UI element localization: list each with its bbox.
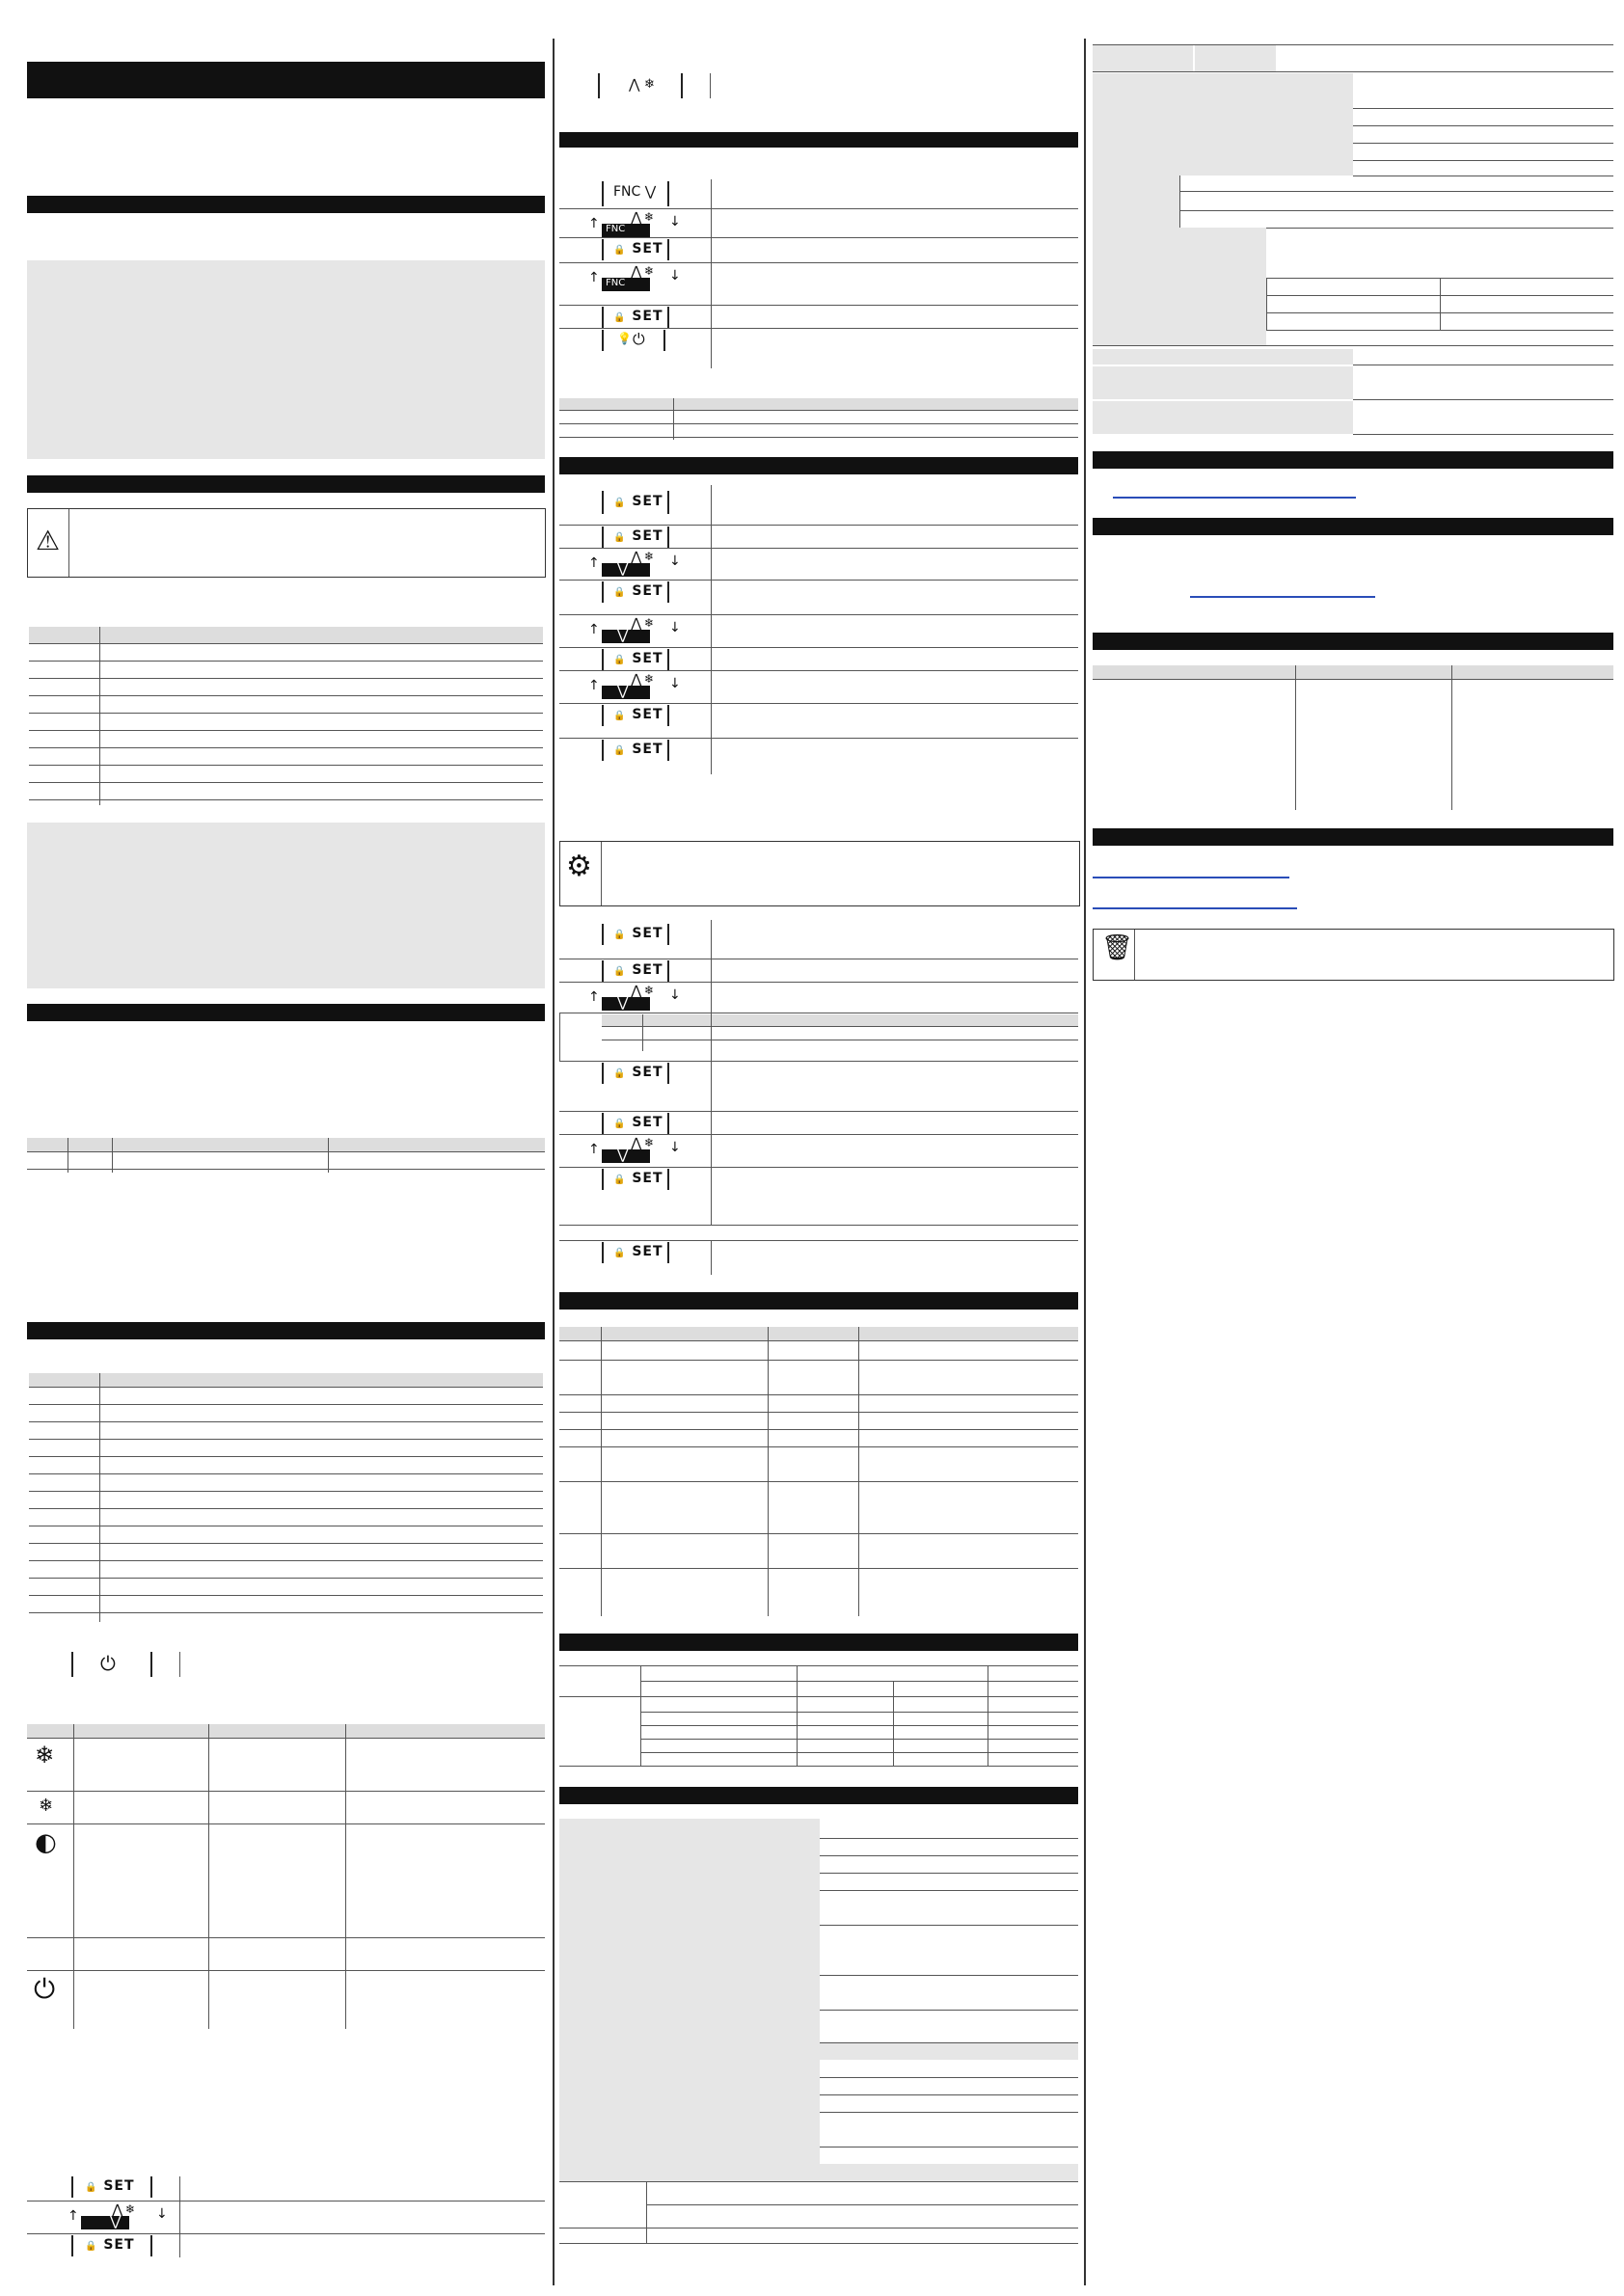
data-table: [559, 398, 1078, 440]
light-power-key[interactable]: 💡 ⏻: [602, 330, 665, 351]
set-key[interactable]: 🔒 SET: [602, 491, 669, 514]
up-down-key-combo[interactable]: ⋀ ❄ ⋁ ↑ ↓: [588, 616, 681, 643]
set-key[interactable]: 🔒 SET: [602, 1113, 669, 1134]
data-table: [27, 1138, 545, 1173]
set-key-label: 🔒 SET: [85, 2178, 135, 2194]
fnc-up-key-combo[interactable]: ⋀ ❄ FNC ↑ ↓: [588, 210, 675, 237]
note-panel: [27, 260, 545, 459]
set-key[interactable]: 🔒 SET: [602, 307, 669, 328]
data-table: [29, 627, 543, 805]
set-key[interactable]: [71, 2176, 152, 2198]
power-icon: ⏻: [100, 1652, 116, 1675]
key-sequence-table: [559, 920, 1078, 1279]
snowflake-icon: ❄: [35, 1742, 55, 1769]
set-key[interactable]: 🔒 SET: [602, 924, 669, 945]
settings-note-box: [559, 841, 1080, 906]
icon-table: [27, 1724, 545, 2029]
section-bar: [27, 196, 545, 213]
section-bar: [27, 1322, 545, 1339]
set-key-label: 🔒 SET: [85, 2237, 135, 2253]
link-underline[interactable]: [1113, 497, 1356, 499]
defrost-key[interactable]: ⋀ ❄: [598, 73, 714, 98]
set-key[interactable]: 🔒 SET: [602, 527, 669, 548]
section-bar: [559, 1634, 1078, 1651]
gear-icon: ⚙: [566, 850, 592, 883]
up-down-key-combo[interactable]: ⋀ ❄ ⋁ ↑ ↓: [588, 672, 681, 699]
weee-bin-icon: 🗑: [1101, 933, 1134, 962]
up-down-key-combo[interactable]: ⋀ ❄ ⋁ ↑ ↓: [68, 2202, 168, 2229]
set-key[interactable]: 🔒 SET: [602, 239, 669, 260]
link-underline[interactable]: [1093, 877, 1289, 878]
defrost-icon: ❄: [39, 1796, 54, 1816]
data-table: [559, 1665, 1078, 1768]
set-key[interactable]: 🔒 SET: [602, 740, 669, 761]
spec-table: [1093, 44, 1613, 440]
power-icon: ⏻: [34, 1973, 56, 2005]
section-bar: [27, 475, 545, 493]
column-divider-1: [553, 39, 555, 2285]
note-panel: [27, 823, 545, 988]
data-table: [29, 1373, 543, 1622]
set-key[interactable]: 🔒 SET: [602, 705, 669, 726]
up-down-key-combo[interactable]: ⋀ ❄ ⋁ ↑ ↓: [588, 1136, 681, 1163]
power-key[interactable]: [71, 1652, 152, 1677]
set-key[interactable]: [71, 2235, 152, 2256]
set-key[interactable]: 🔒 SET: [602, 1063, 669, 1084]
data-table: [1093, 665, 1613, 810]
set-key[interactable]: 🔒 SET: [602, 1169, 669, 1190]
technician-warning-icon: ⚠: [36, 525, 61, 556]
fnc-up-key-combo[interactable]: ⋀ ❄ FNC ↑ ↓: [588, 264, 675, 291]
set-key[interactable]: 🔒 SET: [602, 1242, 669, 1263]
eco-icon: ◐: [35, 1828, 57, 1857]
section-bar: [1093, 518, 1613, 535]
up-down-key-combo[interactable]: ⋀ ❄ ⋁ ↑ ↓: [588, 984, 681, 1011]
up-down-key-combo[interactable]: ⋀ ❄ ⋁ ↑ ↓: [588, 550, 681, 577]
set-key[interactable]: 🔒 SET: [602, 960, 669, 982]
section-bar: [559, 1292, 1078, 1310]
section-bar: [1093, 828, 1613, 846]
data-table: [559, 1327, 1078, 1616]
spec-table: [559, 1819, 1078, 2272]
section-bar: [559, 457, 1078, 474]
section-bar: [559, 132, 1078, 148]
section-bar: [559, 1787, 1078, 1804]
section-bar: [1093, 633, 1613, 650]
weee-disposal-box: [1093, 929, 1614, 981]
key-sequence-table: [559, 179, 1078, 349]
column-divider-2: [1084, 39, 1086, 2285]
link-underline[interactable]: [1093, 907, 1297, 909]
section-bar: [27, 1004, 545, 1021]
section-bar: [1093, 451, 1613, 469]
link-underline[interactable]: [1190, 596, 1375, 598]
document-title-bar: [27, 62, 545, 98]
set-key[interactable]: 🔒 SET: [602, 649, 669, 670]
fnc-key[interactable]: FNC ⋁: [602, 181, 669, 206]
warning-box: [27, 508, 546, 578]
key-sequence-table: [559, 485, 1078, 776]
set-key[interactable]: 🔒 SET: [602, 581, 669, 603]
